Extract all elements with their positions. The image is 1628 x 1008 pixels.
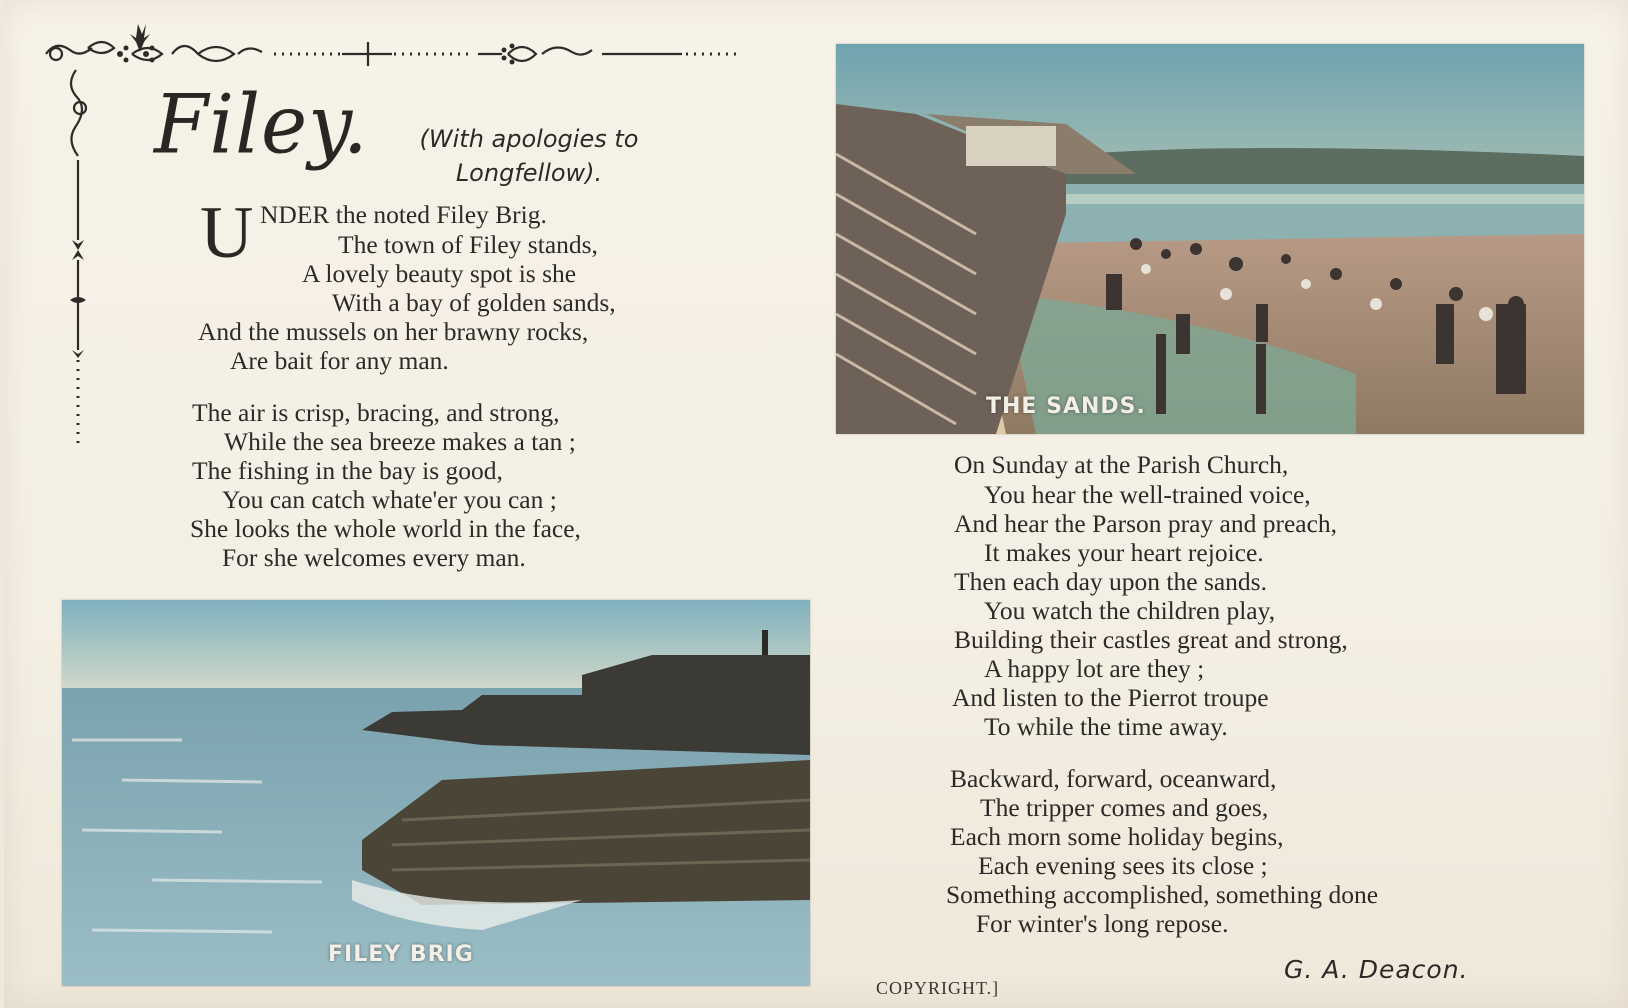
stanza-1-line: And the mussels on her brawny rocks,	[198, 317, 589, 346]
stanza-3-line: Building their castles great and strong,	[954, 625, 1348, 654]
photo-the-sands	[836, 44, 1584, 434]
brig-caption: FILEY BRIG	[328, 942, 474, 967]
stanza-1-line: A lovely beauty spot is she	[302, 259, 577, 288]
stanza-1-line: With a bay of golden sands,	[332, 288, 616, 317]
stanza-4-line: Something accomplished, something done	[946, 880, 1379, 909]
beach-scene-image	[836, 44, 1584, 434]
poem-title: Filey.	[154, 77, 369, 173]
stanza-2-line: The air is crisp, bracing, and strong,	[192, 398, 560, 427]
stanza-3-line: To while the time away.	[984, 712, 1228, 741]
stanza-4-line: Backward, forward, oceanward,	[950, 764, 1277, 793]
poem-subtitle: (With apologies to Longfellow).	[419, 125, 639, 187]
stanza-3-line: You hear the well-trained voice,	[984, 480, 1311, 509]
postcard	[4, 0, 1628, 1008]
stanza-3-line: Then each day upon the sands.	[954, 567, 1267, 596]
ornament-side-border	[62, 60, 102, 470]
stanza-3-line: A happy lot are they ;	[984, 654, 1205, 683]
stanza-4-line: Each morn some holiday begins,	[950, 822, 1284, 851]
stanza-1-line: The town of Filey stands,	[338, 230, 598, 259]
stanza-2-line: The fishing in the bay is good,	[192, 456, 503, 485]
drop-cap: U	[200, 192, 254, 274]
ornament-top-border	[42, 20, 742, 80]
photo-filey-brig	[62, 600, 810, 986]
stanza-3-line: And listen to the Pierrot troupe	[952, 683, 1269, 712]
stanza-1-line: NDER the noted Filey Brig.	[260, 200, 547, 229]
stanza-3-line: And hear the Parson pray and preach,	[954, 509, 1338, 538]
copyright-notice: COPYRIGHT.]	[876, 978, 1000, 998]
stanza-2-line: While the sea breeze makes a tan ;	[224, 427, 576, 456]
stanza-2-line: She looks the whole world in the face,	[190, 514, 581, 543]
stanza-3-line: It makes your heart rejoice.	[984, 538, 1264, 567]
stanza-4-line: The tripper comes and goes,	[980, 793, 1269, 822]
sands-caption: THE SANDS.	[986, 394, 1146, 419]
filey-brig-image	[62, 600, 810, 986]
stanza-4-line: Each evening sees its close ;	[978, 851, 1268, 880]
stanza-3-line: You watch the children play,	[984, 596, 1276, 625]
stanza-3-line: On Sunday at the Parish Church,	[954, 450, 1289, 479]
stanza-1-line: Are bait for any man.	[230, 346, 449, 375]
stanza-4-line: For winter's long repose.	[976, 909, 1229, 938]
stanza-2-line: You can catch whate'er you can ;	[222, 485, 557, 514]
stanza-2-line: For she welcomes every man.	[222, 543, 526, 572]
author-signature: G. A. Deacon.	[1284, 955, 1469, 984]
